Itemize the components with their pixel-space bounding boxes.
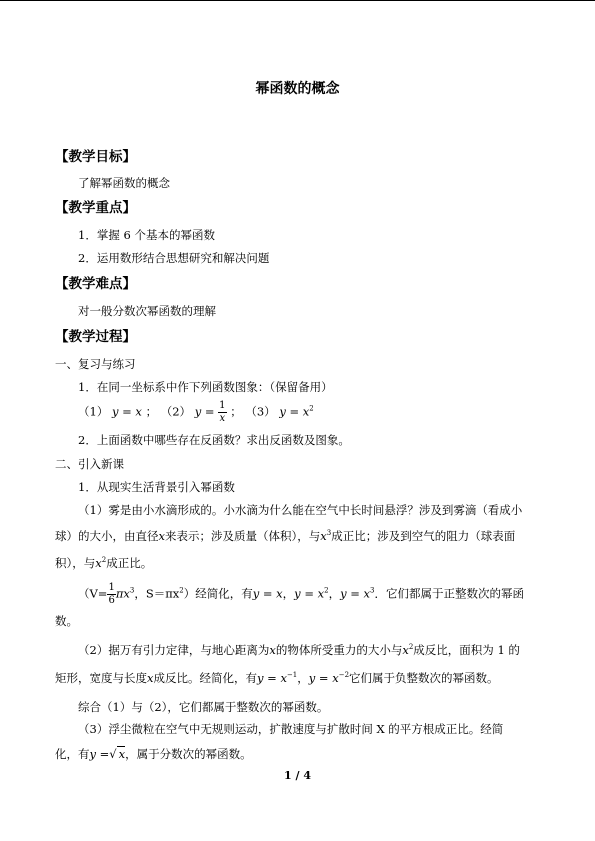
formula: y = x xyxy=(257,671,287,685)
para1-line4 xyxy=(78,582,524,607)
text-span: ．它们都属于正整数次的幂函 xyxy=(374,586,524,601)
exponent: 2 xyxy=(408,643,414,651)
para2-line1 xyxy=(78,642,520,658)
text-span: 成反比，面积为 1 的 xyxy=(413,643,520,657)
formula: y = x xyxy=(340,586,371,601)
key-item-1: 1．掌握 6 个基本的幂函数 xyxy=(78,228,215,242)
exponent: 2 xyxy=(179,586,184,595)
formula-3: y = x xyxy=(279,404,310,419)
formula-1: y = x xyxy=(111,404,142,419)
var-x: x xyxy=(320,529,327,543)
text-span: （V= xyxy=(78,586,108,601)
fraction-denominator: x xyxy=(219,413,226,424)
var-x: x xyxy=(402,643,409,657)
page-title: 幂函数的概念 xyxy=(255,81,340,97)
part2-sub-1: 1．从现实生活背景引入幂函数 xyxy=(78,480,235,494)
exponent: 2 xyxy=(324,586,329,595)
formula: y = x xyxy=(308,671,339,685)
difficulty-text: 对一般分数次幂函数的理解 xyxy=(78,304,216,318)
part1-question-2: 2．上面函数中哪些存在反函数？求出反函数及图象。 xyxy=(78,433,350,447)
exponent: 2 xyxy=(101,556,107,564)
key-item-2: 2．运用数形结合思想研究和解决问题 xyxy=(78,251,270,265)
pi-x: πx xyxy=(115,586,130,601)
var-x: x xyxy=(95,556,102,570)
text-span: 积），与 xyxy=(55,556,96,570)
para3-line1: （3）浮尘微粒在空气中无规则运动，扩散速度与扩散时间 X 的平方根成正比。经简 xyxy=(78,722,504,736)
para1-line1: （1）雾是由小水滴形成的。小水滴为什么能在空气中长时间悬浮？涉及到雾滴（看成小 xyxy=(78,503,523,517)
text-span: ）经简化，有 xyxy=(183,586,253,601)
text-span: 成反比。经简化，有 xyxy=(153,671,257,685)
goal-text: 了解幂函数的概念 xyxy=(78,176,170,190)
formula: y = xyxy=(89,747,110,761)
para1-line3 xyxy=(55,555,152,571)
goal-heading: 【教学目标】 xyxy=(55,149,136,165)
text-span: 矩形，宽度与长度 xyxy=(55,671,147,685)
fraction-numerator: 1 xyxy=(219,400,226,411)
formula-1-label: （1） xyxy=(78,404,109,419)
formula-2-lhs: y = xyxy=(194,404,215,419)
text-span: ，属于分数次的幂函数。 xyxy=(125,747,252,761)
var-x: x xyxy=(269,643,276,657)
text-span: 的物体所受重力的大小与 xyxy=(275,643,403,657)
formula-3-label: （3） xyxy=(245,404,276,419)
sqrt-symbol: √ xyxy=(109,747,117,761)
key-heading: 【教学重点】 xyxy=(55,200,136,216)
exponent: −1 xyxy=(286,671,298,679)
part2-title: 二、引入新课 xyxy=(55,457,124,471)
text-span: ，S＝πx xyxy=(134,586,180,601)
formula-3-exponent: 2 xyxy=(309,404,314,413)
page-number: 1 / 4 xyxy=(284,769,311,782)
part1-formulas xyxy=(78,400,314,425)
text-span: 它们属于负整数次的幂函数。 xyxy=(349,671,499,685)
text-span: ， xyxy=(282,586,295,601)
process-heading: 【教学过程】 xyxy=(55,329,136,345)
sqrt-radicand: x xyxy=(118,747,126,761)
exponent: 3 xyxy=(370,586,375,595)
text-span: 球）的大小，由直径 xyxy=(55,529,159,543)
exponent: 3 xyxy=(326,529,332,537)
exponent: 3 xyxy=(129,586,135,595)
formula-2-label: （2） xyxy=(160,404,192,419)
difficulty-heading: 【教学难点】 xyxy=(55,276,136,292)
text-span: 成正比；涉及到空气的阻力（球表面 xyxy=(331,529,516,543)
text-span: 成正比。 xyxy=(106,556,153,570)
para1-line2 xyxy=(55,528,515,544)
para2-line2 xyxy=(55,670,499,686)
para3-line2 xyxy=(55,746,252,762)
part1-title: 一、复习与练习 xyxy=(55,357,136,371)
text-span: ， xyxy=(297,671,309,685)
var-x: x xyxy=(147,671,154,685)
var-x: x xyxy=(158,529,165,543)
text-span: 来表示；涉及质量（体积），与 xyxy=(165,529,321,543)
top-rule xyxy=(0,0,595,1)
fraction-one-over-x xyxy=(218,400,226,425)
text-span: （2）据万有引力定律，与地心距离为 xyxy=(78,643,270,657)
summary-line: 综合（1）与（2），它们都属于整数次的幂函数。 xyxy=(78,700,329,714)
part1-question-1: 1．在同一坐标系中作下列函数图象：（保留备用） xyxy=(78,380,333,394)
formula: y = x xyxy=(294,586,325,601)
exponent: −2 xyxy=(338,671,350,679)
fraction-numerator: 1 xyxy=(108,582,115,593)
text-span: 化，有 xyxy=(55,747,90,761)
fraction-denominator: 6 xyxy=(108,595,115,606)
formula-sep-2: ； xyxy=(230,404,242,419)
fraction-one-sixth xyxy=(107,582,115,607)
formula: y = x xyxy=(252,586,283,601)
para1-line5: 数。 xyxy=(55,614,78,628)
text-span: ， xyxy=(328,586,341,601)
formula-sep-1: ； xyxy=(145,404,158,419)
